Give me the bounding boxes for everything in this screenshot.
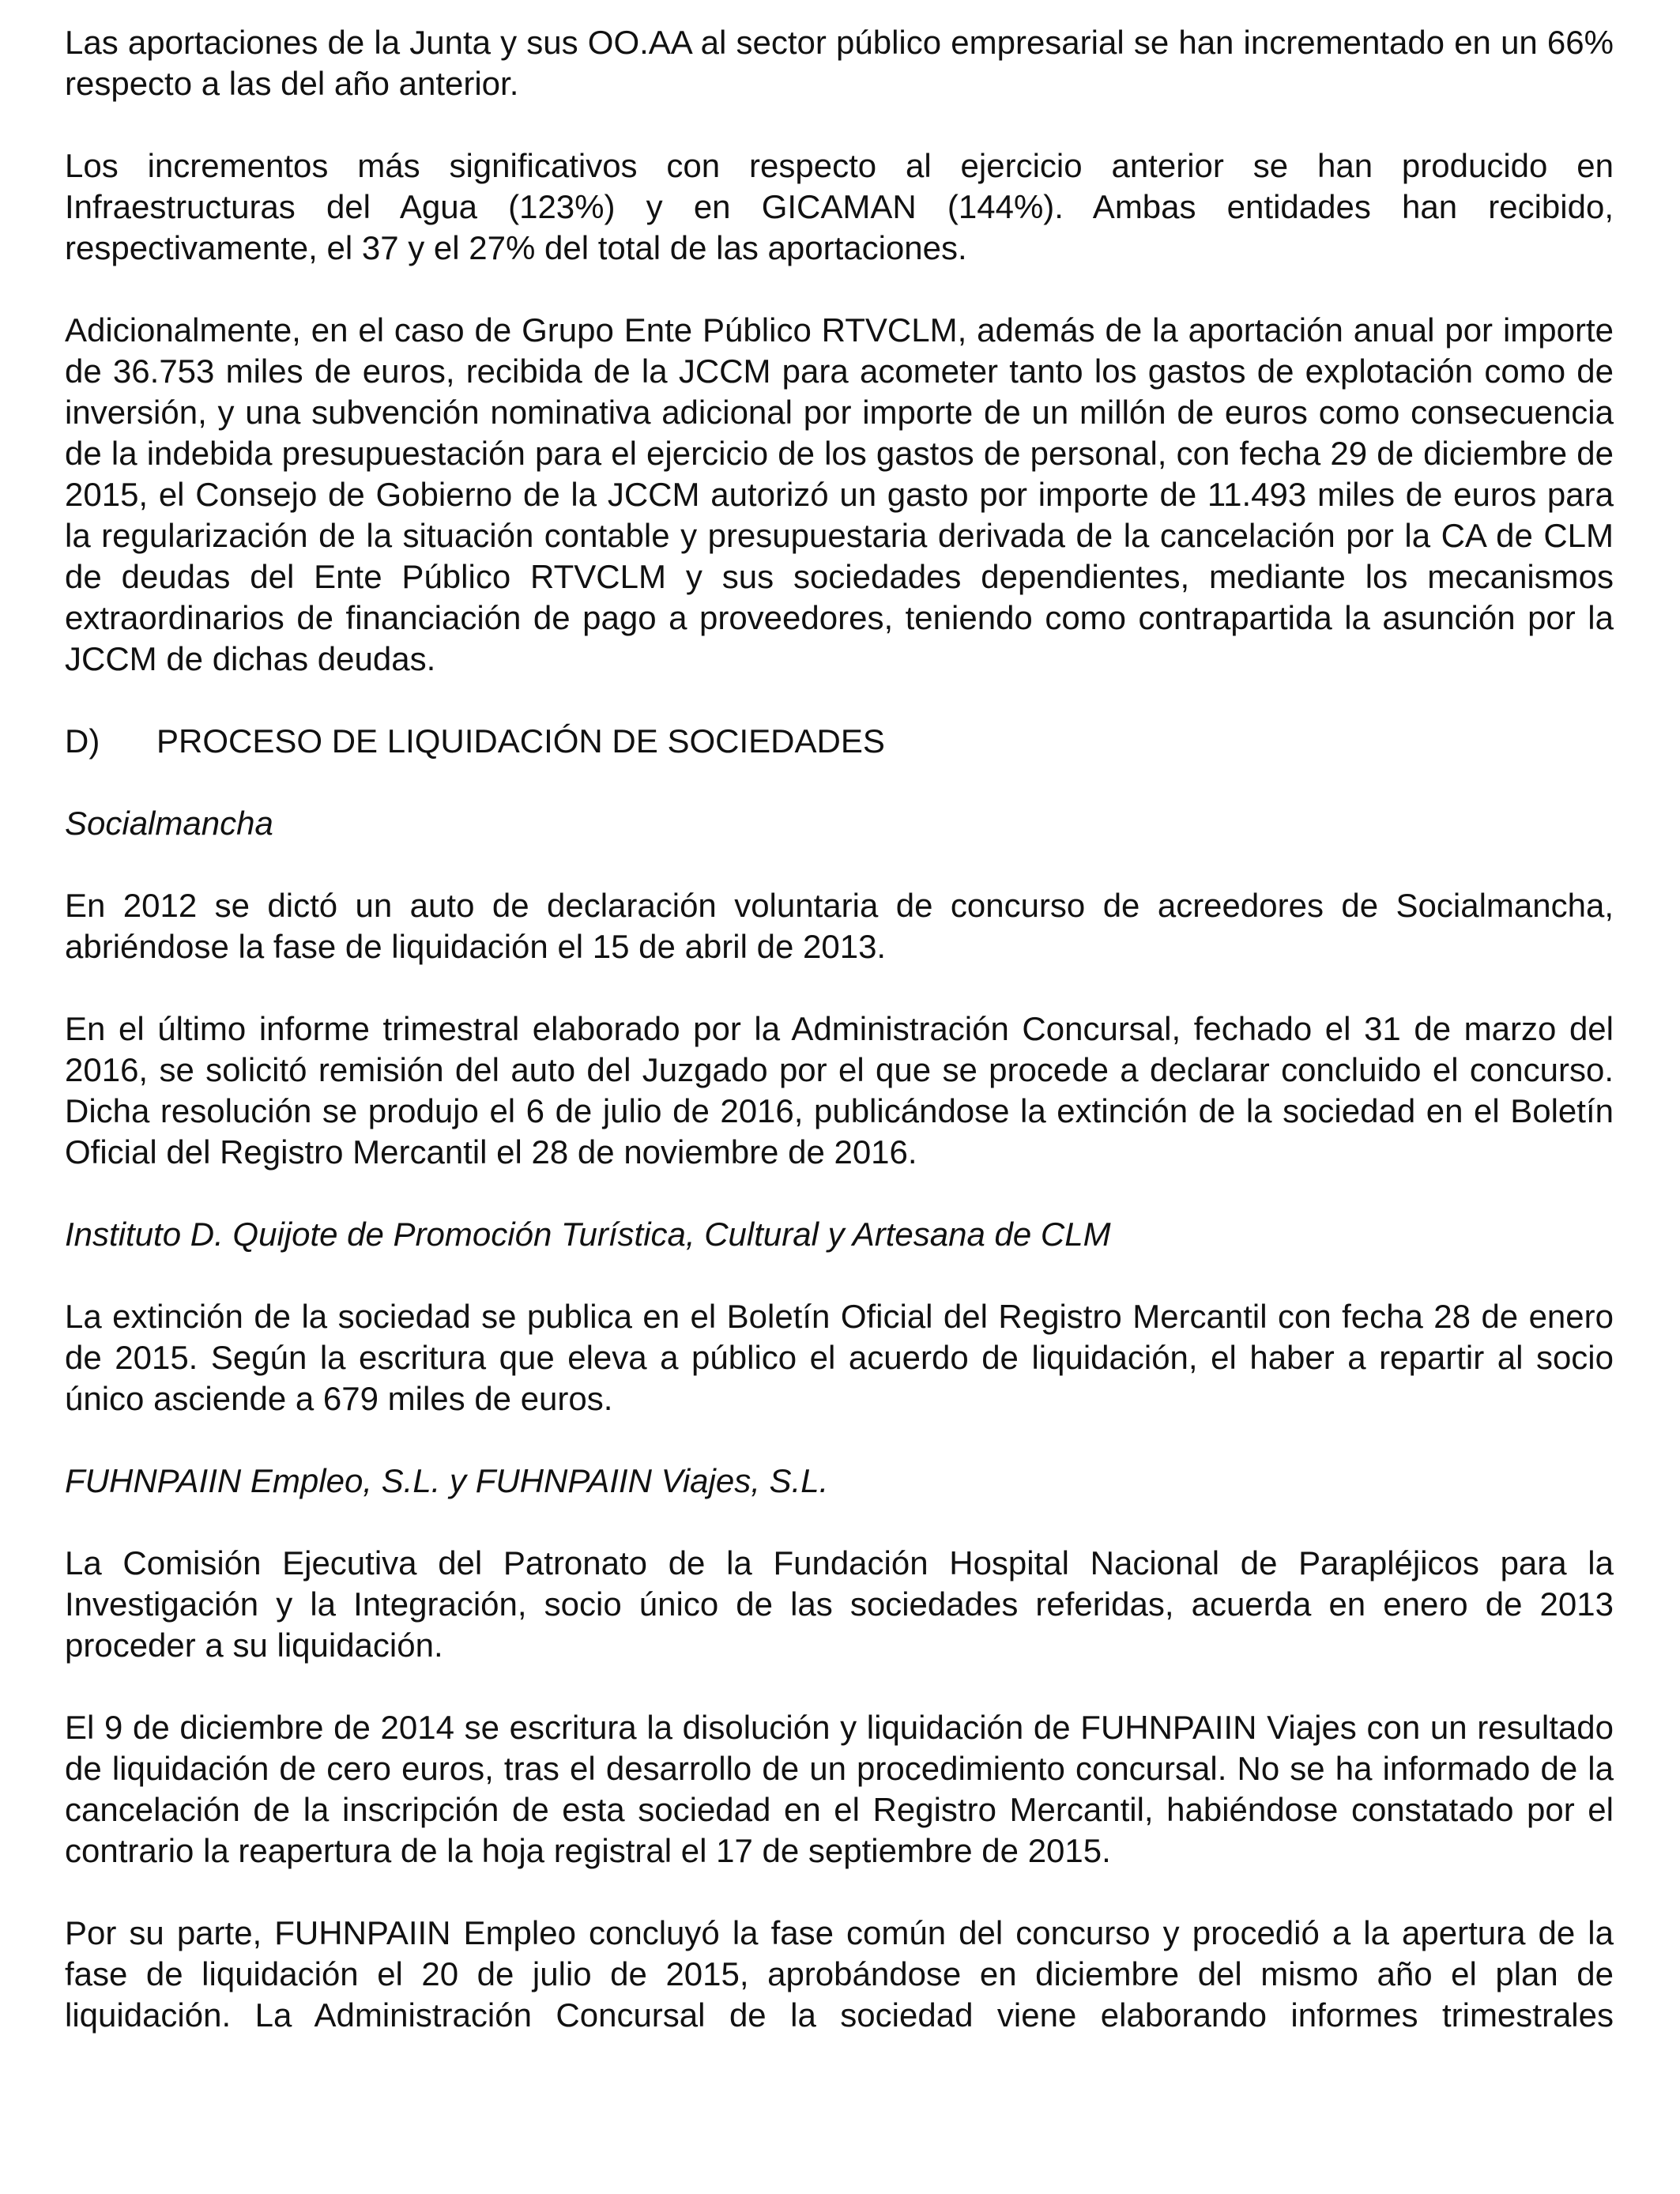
paragraph-aportaciones: Las aportaciones de la Junta y sus OO.AA al sector público empresarial se han incrementado en un 66% respecto a las del año anterior. [65,24,1614,102]
section-d-label: D) [65,722,100,760]
section-d-title: PROCESO DE LIQUIDACIÓN DE SOCIEDADES [156,722,885,760]
subheading-fuhnpaiin: FUHNPAIIN Empleo, S.L. y FUHNPAIIN Viajes, S.L. [65,1462,829,1499]
paragraph-quijote-1: La extinción de la sociedad se publica en el Boletín Oficial del Registro Mercantil con fecha 28 de enero de 2015. Según la escritura que eleva a público el acuerdo de liquidación, el haber a repartir al socio único asciende a 679 miles de euros. [65,1298,1614,1417]
paragraph-incrementos: Los incrementos más significativos con respecto al ejercicio anterior se han producido en Infraestructuras del Agua (123%) y en GICAMAN (144%). Ambas entidades han recibido, respectivamente, el 37 y el 27% del total de las aportaciones. [65,147,1614,266]
paragraph-fuhnpaiin-1: La Comisión Ejecutiva del Patronato de la Fundación Hospital Nacional de Parapléjicos para la Investigación y la Integración, socio único de las sociedades referidas, acuerda en enero de 2013 proceder a su liquidación. [65,1544,1614,1664]
subheading-quijote: Instituto D. Quijote de Promoción Turística, Cultural y Artesana de CLM [65,1216,1111,1253]
subheading-socialmancha: Socialmancha [65,805,273,842]
paragraph-fuhnpaiin-2: El 9 de diciembre de 2014 se escritura la disolución y liquidación de FUHNPAIIN Viajes con un resultado de liquidación de cero euros, tras el desarrollo de un procedimiento concursal. No se ha informado de la cancelación de la inscripción de esta sociedad en el Registro Mercantil, habiéndose constatado por el contrario la reapertura de la hoja registral el 17 de septiembre de 2015. [65,1709,1614,1869]
paragraph-rtvclm: Adicionalmente, en el caso de Grupo Ente Público RTVCLM, además de la aportación anual por importe de 36.753 miles de euros, recibida de la JCCM para acometer tanto los gastos de explotación como de inversión, y una subvención nominativa adicional por importe de un millón de euros como consecuencia de la indebida presupuestación para el ejercicio de los gastos de personal, con fecha 29 de diciembre de 2015, el Consejo de Gobierno de la JCCM autorizó un gasto por importe de 11.493 miles de euros para la regularización de la situación contable y presupuestaria derivada de la cancelación por la CA de CLM de deudas del Ente Público RTVCLM y sus sociedades dependientes, mediante los mecanismos extraordinarios de financiación de pago a proveedores, teniendo como contrapartida la asunción por la JCCM de dichas deudas. [65,311,1614,677]
paragraph-socialmancha-1: En 2012 se dictó un auto de declaración voluntaria de concurso de acreedores de Socialmancha, abriéndose la fase de liquidación el 15 de abril de 2013. [65,887,1614,965]
document-body [65,22,1614,2077]
paragraph-fuhnpaiin-3: Por su parte, FUHNPAIIN Empleo concluyó la fase común del concurso y procedió a la apertura de la fase de liquidación el 20 de julio de 2015, aprobándose en diciembre del mismo año el plan de liquidación. La Administración Concursal de la sociedad viene elaborando informes trimestrales [65,1914,1614,2034]
section-d-heading [65,721,1614,762]
paragraph-socialmancha-2: En el último informe trimestral elaborado por la Administración Concursal, fechado el 31 de marzo del 2016, se solicitó remisión del auto del Juzgado por el que se procede a declarar concluido el concurso. Dicha resolución se produjo el 6 de julio de 2016, publicándose la extinción de la sociedad en el Boletín Oficial del Registro Mercantil el 28 de noviembre de 2016. [65,1010,1614,1171]
